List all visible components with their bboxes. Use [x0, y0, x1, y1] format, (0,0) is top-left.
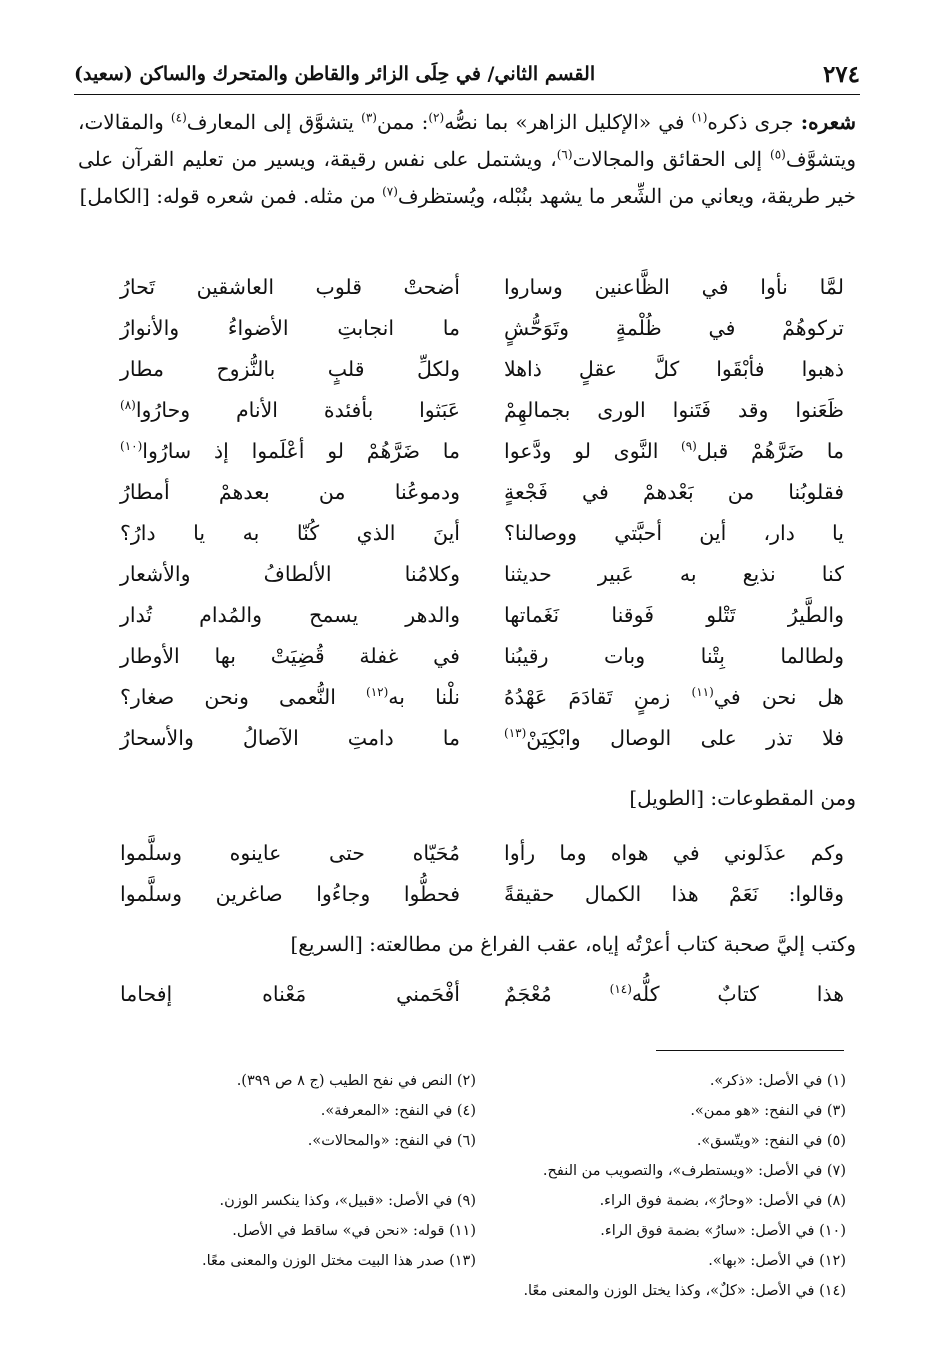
verse-line [90, 873, 844, 914]
footnote-ref: (٩) [681, 438, 697, 453]
verse-second-hemistich: فحطُّوا وجاءُوا صاغرين وسلَّموا [120, 881, 460, 906]
running-title: القسم الثاني/ في حِلَى الزائر والقاطن والمتحرك والساكن (سعيد) [74, 63, 596, 85]
verse-second-hemistich: ما دامتِ الآصالُ والأسحارُ [120, 725, 460, 750]
verse-line [90, 430, 844, 471]
verse-first-hemistich: ظَعَنوا وقد فَتَنوا الورى بجمالهِمْ [504, 397, 844, 422]
verse-second-hemistich: ما ضَرَّهُمْ لو أعْلَموا إذ سارُوا$^{(١٠)}$ [120, 438, 460, 463]
footnote-row [88, 1156, 846, 1186]
footnote: (١٢) في الأصل: «بها». [708, 1253, 846, 1269]
footnote-ref: (١٤) [609, 981, 632, 996]
verse-first-hemistich: كنا نذيع به عَبير حديثنا [504, 561, 844, 586]
verse-line [90, 635, 844, 676]
verse-second-hemistich: والدهر يسمح والمُدام تُدار [120, 602, 460, 627]
poem-kamil [90, 266, 844, 758]
footnote-row [88, 1126, 846, 1156]
footnote-ref: (٧) [382, 184, 398, 199]
footnote: (٢) النص في نفح الطيب (ج ٨ ص ٣٩٩). [236, 1073, 476, 1089]
verse-first-hemistich: والطَّيرُ تَتْلو فَوقنا نَغَماتها [504, 602, 844, 627]
verse-second-hemistich: نلْنا به$^{(١٢)}$ النُّعمى ونحن صغار؟ [120, 684, 460, 709]
verse-first-hemistich: فلا تذر على الوصال وابْكِيَنْ$^{(١٣)}$ [504, 725, 844, 750]
verse-second-hemistich: في غفلة قُضِيَتْ بها الأوطار [120, 643, 460, 668]
intro-text: ، ويشتمل على نفس رقيقة، ويسير من تعليم القرآن على خير طريقة، ويعاني من الشِّعر ما يشهد بنُبْله، ويُستظرف [78, 147, 856, 208]
footnotes [88, 1066, 846, 1306]
footnote: (١١) قوله: «نحن في» ساقط في الأصل. [232, 1223, 476, 1239]
section-intro-sari: وكتب إليَّ صحبة كتاب أعرْتُه إياه، عقب الفراغ من مطالعته: [السريع] [290, 932, 856, 956]
footnote: (٨) في الأصل: «وحارُ»، بضمة فوق الراء. [599, 1193, 846, 1209]
intro-lead: شعره: [800, 110, 856, 134]
verse-line [90, 512, 844, 553]
verse-second-hemistich: مُحَيّاه حتى عاينوه وسلَّموا [120, 840, 460, 865]
footnote-row [88, 1246, 846, 1276]
footnote-row [88, 1276, 846, 1306]
verse-first-hemistich: وقالوا: نَعَمْ هذا الكمال حقيقةً [504, 881, 844, 906]
footnote-row [88, 1096, 846, 1126]
verse-line [90, 973, 844, 1014]
footnote-ref: (٨) [120, 397, 136, 412]
footnote: (٥) في النفح: «ويتّسق». [696, 1133, 846, 1149]
verse-line [90, 307, 844, 348]
verse-first-hemistich: هذا كتابٌ كلُّه$^{(١٤)}$ مُعْجَمٌ [504, 981, 845, 1006]
footnote: (٦) في النفح: «والمحالات». [307, 1133, 476, 1149]
footnote-ref: (١٣) [504, 725, 527, 740]
intro-text: في «الإكليل الزاهر» بما نصُّه [444, 110, 692, 134]
footnote: (٣) في النفح: «هو ممن». [690, 1103, 846, 1119]
footnote-ref: (٦) [556, 147, 573, 162]
footnote: (١٤) في الأصل: «كلٌ»، وكذا يختل الوزن والمعنى معًا. [523, 1283, 846, 1299]
verse-first-hemistich: هل نحن في$^{(١١)}$ زمنٍ تَقادَمَ عَهْدُهُ [504, 684, 844, 709]
verse-first-hemistich: ولطالما بِتْنا وبات رقيبُنا [504, 643, 844, 668]
verse-line [90, 553, 844, 594]
intro-text: جرى ذكره [707, 110, 801, 134]
poem-sari [90, 973, 844, 1014]
verse-second-hemistich: أضحتْ قلوب العاشقين تَحارُ [120, 274, 460, 299]
page-number: ٢٧٤ [822, 60, 860, 88]
intro-text: والمقالات، ويتشوَّف [78, 110, 856, 171]
footnote-ref: (٢) [428, 110, 445, 125]
verse-line [90, 471, 844, 512]
footnote-separator [656, 1050, 844, 1051]
footnote-row [88, 1216, 846, 1246]
footnote-ref: (٥) [770, 147, 786, 162]
intro-text: يتشوَّق إلى المعارف [186, 110, 362, 134]
footnote-ref: (٣) [361, 110, 377, 125]
footnote-row [88, 1066, 846, 1096]
verse-line [90, 832, 844, 873]
verse-line [90, 676, 844, 717]
verse-second-hemistich: ودموعُنا من بعدهمْ أمطارُ [120, 479, 460, 504]
verse-first-hemistich: ذهبوا فأبْقَوا كلَّ عقلٍ ذاهلا [504, 356, 844, 381]
verse-first-hemistich: تركوهُمْ في ظُلْمةٍ وتَوَحُّشٍ [504, 315, 844, 340]
verse-second-hemistich: ولكلِّ قلبٍ بالنُّزوح مطار [120, 356, 460, 381]
header-rule [74, 94, 860, 95]
footnote-row [88, 1186, 846, 1216]
footnote-ref: (١١) [691, 684, 714, 699]
verse-line [90, 717, 844, 758]
footnote: (٤) في النفح: «المعرفة». [320, 1103, 476, 1119]
verse-first-hemistich: ما ضَرَّهُمْ قبل$^{(٩)}$ النَّوى لو ودَّعوا [504, 438, 844, 463]
verse-first-hemistich: فقلوبُنا من بَعْدهمْ في فَجْعةٍ [504, 479, 844, 504]
intro-text: : ممن [376, 110, 429, 134]
verse-line [90, 389, 844, 430]
footnote: (٩) في الأصل: «قبيل»، وكذا ينكسر الوزن. [219, 1193, 476, 1209]
footnote: (١) في الأصل: «ذكر». [709, 1073, 846, 1089]
intro-text: من مثله. فمن شعره قوله: [الكامل] [79, 184, 383, 208]
footnote: (١٣) صدر هذا البيت مختل الوزن والمعنى معًا. [202, 1253, 476, 1269]
footnote: (٧) في الأصل: «ويستطرف»، والتصويب من النفح. [542, 1163, 846, 1179]
verse-second-hemistich: عَبَثوا بأفئدة الأنام وحارُوا$^{(٨)}$ [120, 397, 460, 422]
verse-first-hemistich: يا دار، أين أحبَّتي ووصالنا؟ [504, 520, 844, 545]
intro-text: إلى الحقائق والمجالات [572, 147, 770, 171]
running-header [74, 54, 860, 94]
footnote-ref: (٤) [170, 110, 187, 125]
poem-tawil [90, 832, 844, 914]
intro-paragraph [78, 104, 856, 215]
verse-second-hemistich: أينَ الذي كُنّا به يا دارُ؟ [120, 520, 460, 545]
verse-second-hemistich: ما انجابتِ الأضواءُ والأنوارُ [120, 315, 460, 340]
section-intro-tawil: ومن المقطوعات: [الطويل] [629, 786, 856, 810]
footnote-ref: (١٢) [366, 684, 389, 699]
verse-line [90, 594, 844, 635]
footnote: (١٠) في الأصل: «سارُ» بضمة فوق الراء. [600, 1223, 846, 1239]
verse-line [90, 348, 844, 389]
verse-second-hemistich: أفْحَمني مَعْناه إفحاما [120, 981, 460, 1006]
footnote-ref: (١٠) [120, 438, 143, 453]
verse-second-hemistich: وكلامُنا الألطافُ والأشعار [120, 561, 460, 586]
footnote-ref: (١) [691, 110, 708, 125]
verse-line [90, 266, 844, 307]
verse-first-hemistich: وكم عذَلوني في هواه وما رأوا [504, 840, 844, 865]
verse-first-hemistich: لمَّا نأوا في الظَّاعنين وساروا [504, 274, 844, 299]
